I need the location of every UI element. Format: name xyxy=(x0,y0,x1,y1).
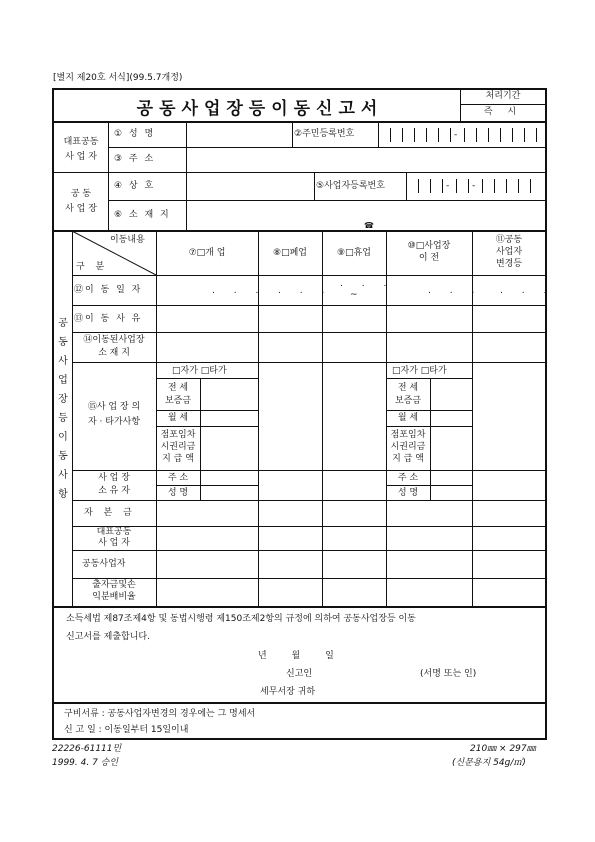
col-suspend: ⑨□휴업 xyxy=(337,248,371,258)
date-partner[interactable]: . . . xyxy=(500,286,555,296)
change-side-label: 공동사업장등이동사항 xyxy=(58,318,68,500)
row-ownership: ⑮사 업 장 의 자 · 타가사항 xyxy=(87,402,141,427)
form-header-note: [별지 제20호 서식](99.5.7개정) xyxy=(53,73,183,83)
row-owner: 사 업 장 소 유 자 xyxy=(98,473,130,496)
own-choice-open[interactable]: □자가 □타가 xyxy=(172,366,227,376)
biz-regno-label: ⑤사업자등록번호 xyxy=(316,181,385,191)
monthly-relocate: 월 세 xyxy=(397,413,419,423)
biz-trade-label: ④ 상 호 xyxy=(114,181,156,191)
footer-paper: (신문용지 54g/㎡) xyxy=(452,758,526,768)
date-suspend-from[interactable]: . . . xyxy=(340,279,395,289)
declaration-text: 소득세법 제87조제4항 및 동법시행령 제150조제2항의 규정에 의하여 공동사업장등 이동 xyxy=(66,614,416,624)
footer-code: 22226-61111민 xyxy=(52,744,122,754)
date-relocate[interactable]: . . . xyxy=(428,286,483,296)
footer-approval: 1999. 4. 7 승인 xyxy=(52,758,119,768)
notes-deadline: 신 고 일 : 이동일부터 15일이내 xyxy=(64,725,189,735)
owner-name-open: 성 명 xyxy=(167,488,189,498)
addressee: 세무서장 귀하 xyxy=(260,687,316,697)
monthly-open: 월 세 xyxy=(167,413,189,423)
deposit-open: 전 세 보증금 xyxy=(164,383,192,406)
form-title: 공동사업장등이동신고서 xyxy=(136,99,384,119)
owner-address-relocate: 주 소 xyxy=(397,473,419,483)
date-suspend-range: ~ xyxy=(350,290,358,300)
processing-label: 처리기간 xyxy=(485,91,521,101)
footer-size: 210㎜ × 297㎜ xyxy=(470,744,536,754)
row-location: ⑭이동된사업장 소 재 지 xyxy=(83,335,145,358)
biz-regno-cells[interactable]: - - xyxy=(406,176,546,196)
own-choice-relocate[interactable]: □자가 □타가 xyxy=(392,366,447,376)
diag-top-label: 이동내용 xyxy=(110,235,145,245)
row-capital: 자 본 금 xyxy=(84,508,136,518)
premium-open: 점포임차 시권리금 지 급 액 xyxy=(160,430,196,464)
declaration-date[interactable]: 년 월 일 xyxy=(258,651,334,661)
date-open[interactable]: . . . xyxy=(212,286,267,296)
owner-name-relocate: 성 명 xyxy=(397,488,419,498)
col-relocate: ⑩□사업장 이 전 xyxy=(407,241,451,263)
declaration-text2: 신고서를 제출합니다. xyxy=(66,632,150,642)
col-close: ⑧□폐업 xyxy=(273,248,307,258)
owner-address-open: 주 소 xyxy=(167,473,189,483)
sign-label[interactable]: (서명 또는 인) xyxy=(420,669,477,679)
biz-location-label: ⑥ 소 재 지 xyxy=(114,210,171,220)
date-close[interactable]: . . . xyxy=(278,286,333,296)
row-partners: 공동사업자 xyxy=(82,559,126,569)
biz-section-label: 공 동 사 업 장 xyxy=(65,189,97,214)
rep-rrn-label: ②주민등록번호 xyxy=(294,129,355,139)
phone-icon: ☎ xyxy=(364,221,374,230)
row-date: ⑫이 동 일 자 xyxy=(74,285,143,295)
rep-rrn-cells[interactable]: - xyxy=(378,126,546,144)
col-partner-change: ⑪공동 사업자 변경등 xyxy=(495,235,523,269)
rep-address-label: ③ 주 소 xyxy=(114,154,156,164)
row-ratio: 출자금및손 익분배비율 xyxy=(92,580,136,602)
rep-section-label: 대표공동 사 업 자 xyxy=(63,137,99,162)
row-rep-partner: 대표공동 사 업 자 xyxy=(96,527,132,548)
rep-name-label: ① 성 명 xyxy=(114,129,156,139)
diag-bottom-label: 구 분 xyxy=(76,262,109,272)
row-reason: ⑬이 동 사 유 xyxy=(74,314,143,324)
col-open: ⑦□개 업 xyxy=(188,248,226,258)
applicant-label: 신고인 xyxy=(286,669,313,679)
processing-value: 즉 시 xyxy=(483,107,523,117)
deposit-relocate: 전 세 보증금 xyxy=(394,383,422,406)
premium-relocate: 점포임차 시권리금 지 급 액 xyxy=(390,430,426,464)
notes-docs: 구비서류 : 공동사업자변경의 경우에는 그 명세서 xyxy=(64,709,256,719)
